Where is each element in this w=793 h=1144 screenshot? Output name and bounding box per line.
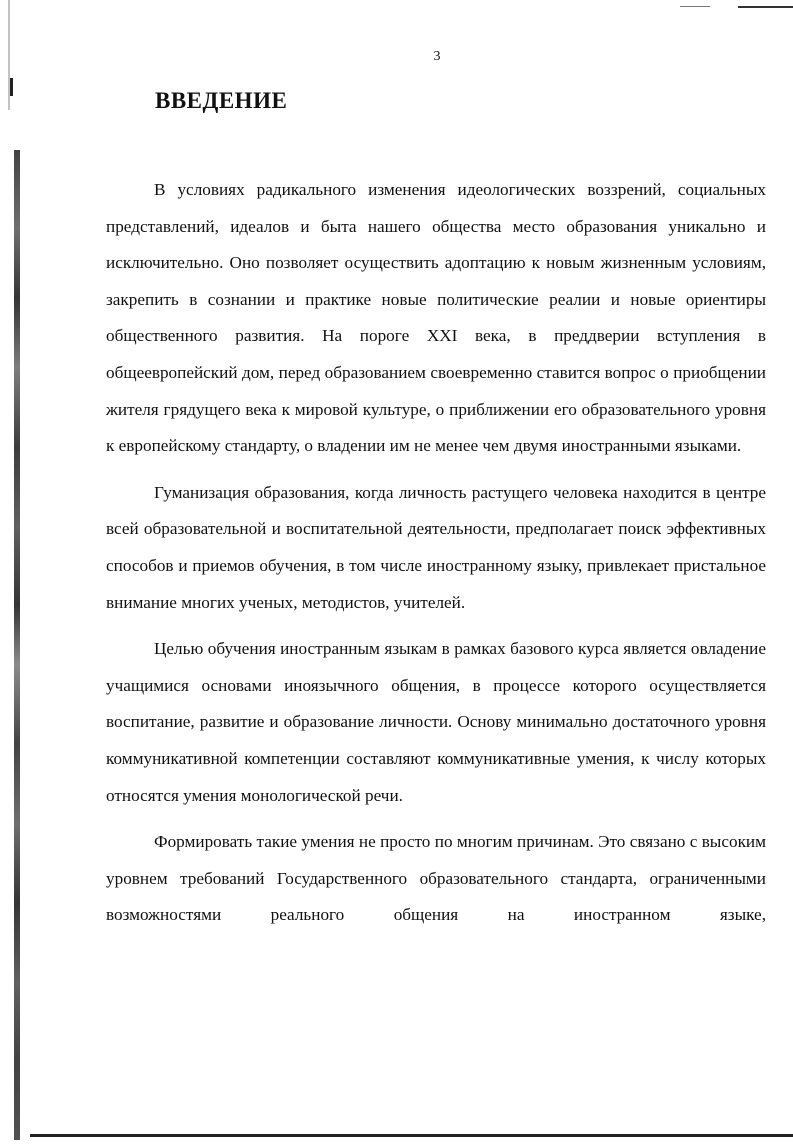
- page-number: 3: [433, 49, 441, 64]
- paragraph: Формировать такие умения не просто по многим причинам. Это связано с высоким уровнем требований Государственного образовательного стандарта, ограниченными возможностями реального общения на иностранном языке,: [106, 832, 766, 925]
- scan-binding-shadow: [14, 150, 20, 1140]
- body-text: [106, 172, 766, 934]
- paragraph: Целью обучения иностранным языкам в рамках базового курса является овладение учащимися основами иноязычного общения, в процессе которого осуществляется воспитание, развитие и образование личности. Основу минимально достаточного уровня коммуникативной компетенции составляют коммуникативные умения, к числу которых относятся умения монологической речи.: [106, 639, 766, 805]
- scan-mark-artifact: [10, 78, 13, 96]
- paragraph: В условиях радикального изменения идеологических воззрений, социальных представлений, идеалов и быта нашего общества место образования уникально и исключительно. Оно позволяет осуществить адоптацию к новым жизненным условиям, закрепить в сознании и практике новые политические реалии и новые ориентиры общественного развития. На пороге XXI века, в преддверии вступления в общеевропейский дом, перед образованием своевременно ставится вопрос о приобщении жителя грядущего века к мировой культуре, о приближении его образовательного уровня к европейскому стандарту, о владении им не менее чем двумя иностранными языками.: [106, 180, 766, 456]
- scan-edge-artifact: [738, 6, 793, 8]
- page-heading: ВВЕДЕНИЕ: [155, 88, 288, 113]
- scan-edge-artifact: [680, 6, 710, 7]
- scan-bottom-edge: [30, 1134, 793, 1137]
- paragraph: Гуманизация образования, когда личность растущего человека находится в центре всей образовательной и воспитательной деятельности, предполагает поиск эффективных способов и приемов обучения, в том числе иностранному языку, привлекает пристальное внимание многих ученых, методистов, учителей.: [106, 482, 766, 612]
